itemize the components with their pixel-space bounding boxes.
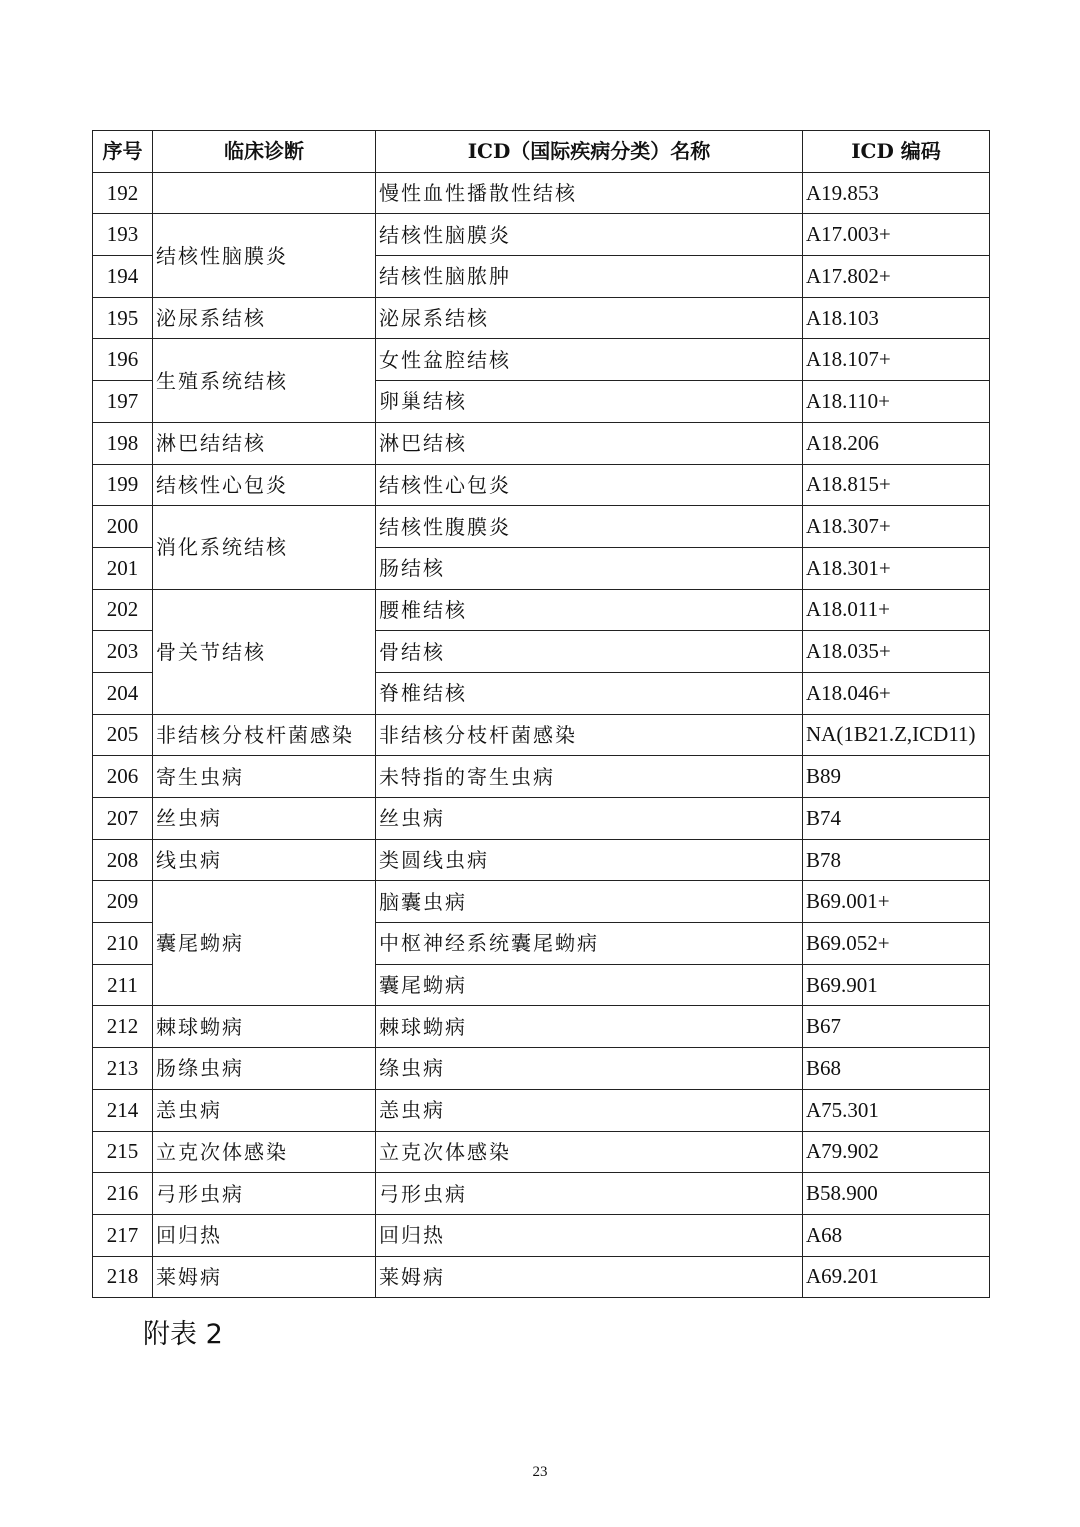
icd-code: A79.902 [803,1131,990,1173]
header-icd-name: ICD（国际疾病分类）名称 [376,131,803,173]
clinical-diagnosis: 丝虫病 [153,798,376,840]
table-row [93,1256,990,1298]
row-number: 203 [93,631,153,673]
icd-name: 绦虫病 [376,1048,803,1090]
icd-name: 中枢神经系统囊尾蚴病 [376,923,803,965]
icd-code: A18.815+ [803,464,990,506]
table-caption: 附表 2 [143,1319,223,1350]
row-number: 193 [93,214,153,256]
row-number: 195 [93,297,153,339]
row-number: 215 [93,1131,153,1173]
header-icd-code: ICD 编码 [803,131,990,173]
clinical-diagnosis: 弓形虫病 [153,1173,376,1215]
icd-name: 脊椎结核 [376,672,803,714]
clinical-diagnosis: 线虫病 [153,839,376,881]
clinical-diagnosis: 淋巴结结核 [153,422,376,464]
icd-name: 结核性脑膜炎 [376,214,803,256]
clinical-diagnosis: 骨关节结核 [153,589,376,714]
icd-code: A18.103 [803,297,990,339]
icd-code: A18.301+ [803,547,990,589]
icd-code: A18.110+ [803,381,990,423]
icd-code: A18.046+ [803,672,990,714]
clinical-diagnosis: 囊尾蚴病 [153,881,376,1006]
header-no: 序号 [93,131,153,173]
icd-name: 脑囊虫病 [376,881,803,923]
icd-name: 类圆线虫病 [376,839,803,881]
icd-name: 非结核分枝杆菌感染 [376,714,803,756]
table-row [93,214,990,256]
icd-code: B89 [803,756,990,798]
row-number: 194 [93,256,153,298]
clinical-diagnosis: 立克次体感染 [153,1131,376,1173]
icd-code: B69.901 [803,964,990,1006]
table-row [93,756,990,798]
clinical-diagnosis: 莱姆病 [153,1256,376,1298]
clinical-diagnosis: 恙虫病 [153,1089,376,1131]
row-number: 201 [93,547,153,589]
row-number: 204 [93,672,153,714]
icd-name: 丝虫病 [376,798,803,840]
icd-name: 慢性血性播散性结核 [376,172,803,214]
icd-name: 卵巢结核 [376,381,803,423]
table-row [93,297,990,339]
icd-table [92,130,990,1298]
icd-name: 结核性心包炎 [376,464,803,506]
icd-code: A18.107+ [803,339,990,381]
icd-name: 弓形虫病 [376,1173,803,1215]
clinical-diagnosis: 消化系统结核 [153,506,376,589]
clinical-diagnosis: 回归热 [153,1214,376,1256]
icd-name: 未特指的寄生虫病 [376,756,803,798]
clinical-diagnosis: 肠绦虫病 [153,1048,376,1090]
icd-code: A18.035+ [803,631,990,673]
table-row [93,339,990,381]
clinical-diagnosis: 寄生虫病 [153,756,376,798]
row-number: 198 [93,422,153,464]
row-number: 212 [93,1006,153,1048]
table-row [93,798,990,840]
row-number: 209 [93,881,153,923]
table-row [93,464,990,506]
row-number: 213 [93,1048,153,1090]
page-number: 23 [532,1464,548,1480]
table-row [93,1006,990,1048]
clinical-diagnosis: 结核性脑膜炎 [153,214,376,297]
clinical-diagnosis: 泌尿系结核 [153,297,376,339]
icd-name: 淋巴结核 [376,422,803,464]
row-number: 208 [93,839,153,881]
icd-name: 立克次体感染 [376,1131,803,1173]
table-row [93,881,990,923]
icd-name: 肠结核 [376,547,803,589]
row-number: 214 [93,1089,153,1131]
table-row [93,1048,990,1090]
table-header-row [93,131,990,173]
icd-code: B67 [803,1006,990,1048]
icd-name: 骨结核 [376,631,803,673]
table-row [93,1173,990,1215]
clinical-diagnosis: 非结核分枝杆菌感染 [153,714,376,756]
icd-name: 囊尾蚴病 [376,964,803,1006]
row-number: 206 [93,756,153,798]
row-number: 196 [93,339,153,381]
icd-name: 女性盆腔结核 [376,339,803,381]
header-diagnosis: 临床诊断 [153,131,376,173]
row-number: 202 [93,589,153,631]
table-row [93,506,990,548]
table-row [93,714,990,756]
row-number: 200 [93,506,153,548]
icd-code: A18.307+ [803,506,990,548]
icd-code: A17.003+ [803,214,990,256]
icd-name: 腰椎结核 [376,589,803,631]
clinical-diagnosis: 生殖系统结核 [153,339,376,422]
clinical-diagnosis: 结核性心包炎 [153,464,376,506]
row-number: 207 [93,798,153,840]
clinical-diagnosis [153,172,376,214]
icd-name: 回归热 [376,1214,803,1256]
table-row [93,172,990,214]
row-number: 211 [93,964,153,1006]
row-number: 218 [93,1256,153,1298]
table-body [93,172,990,1298]
icd-code: A19.853 [803,172,990,214]
clinical-diagnosis: 棘球蚴病 [153,1006,376,1048]
icd-code: B74 [803,798,990,840]
icd-code: A75.301 [803,1089,990,1131]
icd-code: B58.900 [803,1173,990,1215]
icd-code: A17.802+ [803,256,990,298]
icd-code: B78 [803,839,990,881]
icd-code: A69.201 [803,1256,990,1298]
icd-code: NA(1B21.Z,ICD11) [803,714,990,756]
icd-code: A18.206 [803,422,990,464]
icd-name: 结核性腹膜炎 [376,506,803,548]
row-number: 205 [93,714,153,756]
table-row [93,1089,990,1131]
row-number: 216 [93,1173,153,1215]
table-row [93,422,990,464]
icd-name: 泌尿系结核 [376,297,803,339]
row-number: 197 [93,381,153,423]
row-number: 192 [93,172,153,214]
row-number: 217 [93,1214,153,1256]
icd-code: A18.011+ [803,589,990,631]
icd-name: 恙虫病 [376,1089,803,1131]
icd-name: 莱姆病 [376,1256,803,1298]
row-number: 210 [93,923,153,965]
table-row [93,1131,990,1173]
table-row [93,839,990,881]
icd-code: A68 [803,1214,990,1256]
table-row [93,589,990,631]
icd-code: B69.052+ [803,923,990,965]
icd-name: 结核性脑脓肿 [376,256,803,298]
row-number: 199 [93,464,153,506]
icd-name: 棘球蚴病 [376,1006,803,1048]
icd-code: B68 [803,1048,990,1090]
table-row [93,1214,990,1256]
icd-code: B69.001+ [803,881,990,923]
